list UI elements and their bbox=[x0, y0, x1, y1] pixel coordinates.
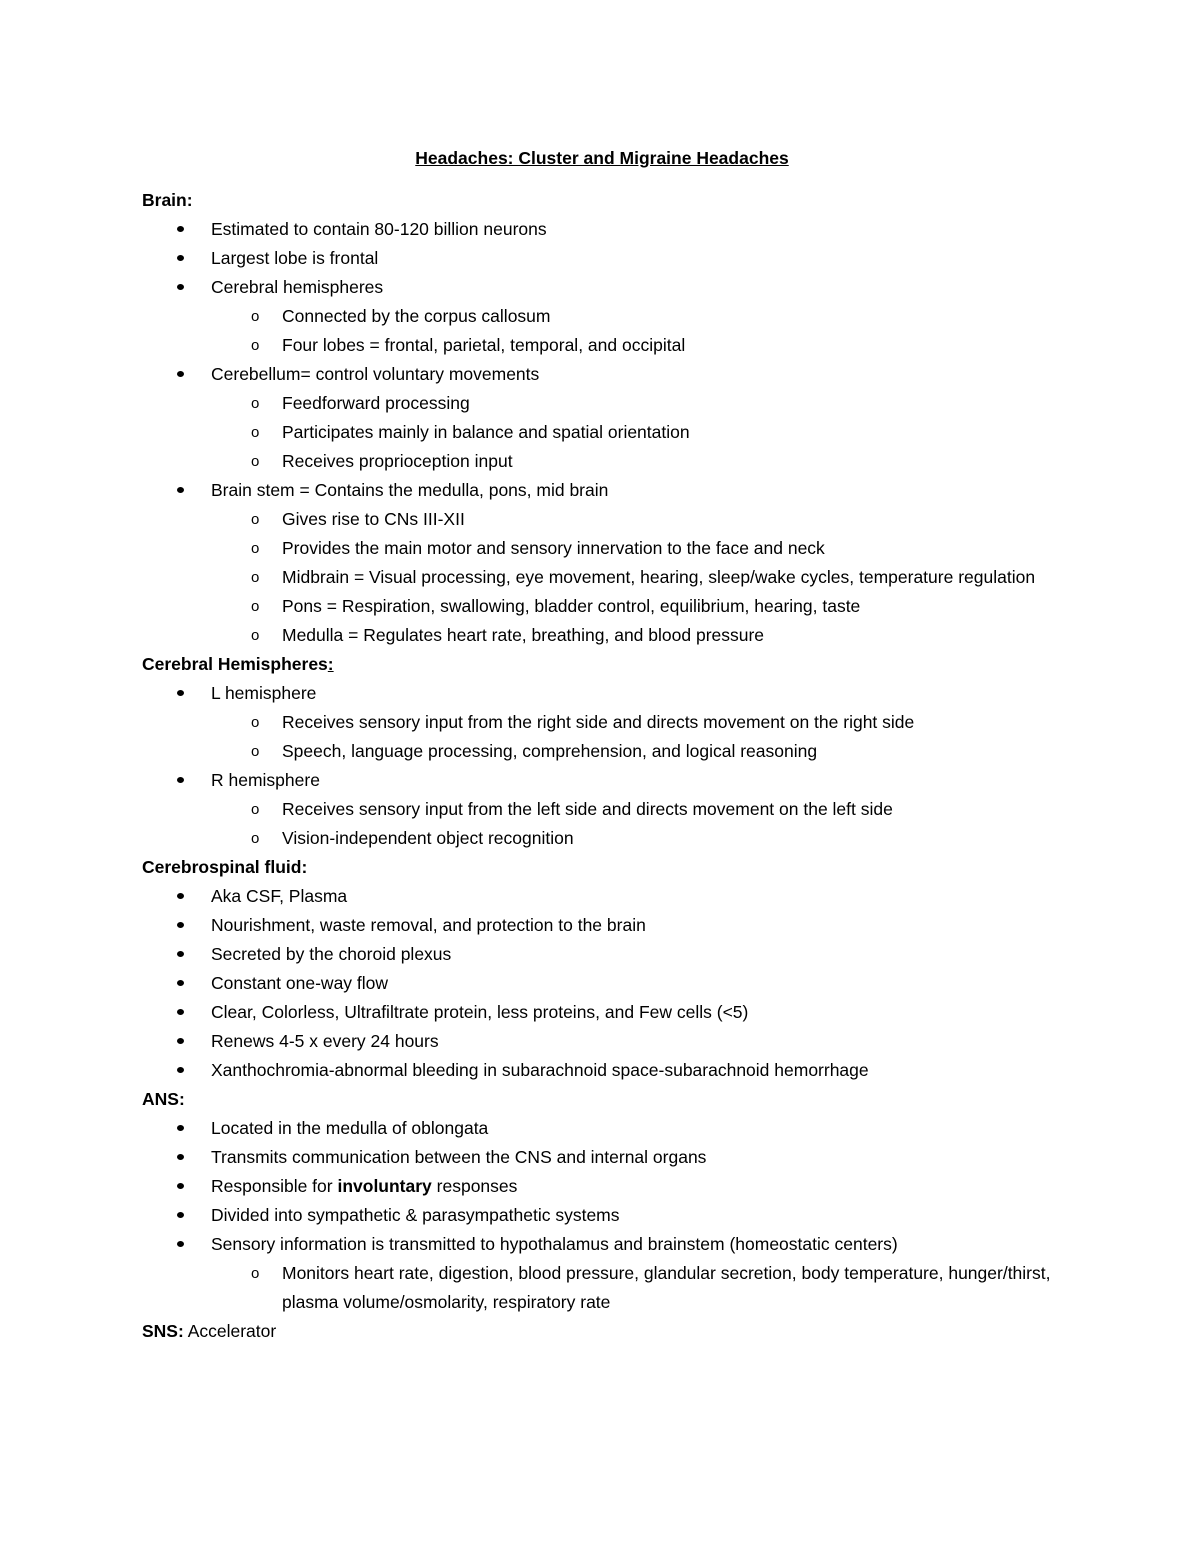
sub-list-item: o Medulla = Regulates heart rate, breathing, and blood pressure bbox=[142, 621, 1062, 650]
list-item: L hemisphere bbox=[142, 679, 1062, 708]
heading-colon: : bbox=[327, 654, 334, 674]
sub-list-item: o Receives sensory input from the right side and directs movement on the right side bbox=[142, 708, 1062, 737]
list-item: Clear, Colorless, Ultrafiltrate protein, less proteins, and Few cells (<5) bbox=[142, 998, 1062, 1027]
list-item: Renews 4-5 x every 24 hours bbox=[142, 1027, 1062, 1056]
list-item: Largest lobe is frontal bbox=[142, 244, 1062, 273]
document-title: Headaches: Cluster and Migraine Headaches bbox=[415, 148, 789, 168]
sub-list-item: o Provides the main motor and sensory innervation to the face and neck bbox=[142, 534, 1062, 563]
sub-list-item: o Feedforward processing bbox=[142, 389, 1062, 418]
list-item bbox=[142, 1172, 1062, 1201]
sub-list-item: o Speech, language processing, comprehension, and logical reasoning bbox=[142, 737, 1062, 766]
csf-list bbox=[142, 882, 1062, 1085]
heading-text: ANS: bbox=[142, 1089, 185, 1109]
text-run: responses bbox=[431, 1176, 518, 1196]
section-heading-sns bbox=[142, 1317, 1062, 1346]
list-item: Nourishment, waste removal, and protection to the brain bbox=[142, 911, 1062, 940]
bold-text-run: involuntary bbox=[337, 1176, 432, 1196]
sub-list-item: o Four lobes = frontal, parietal, temporal, and occipital bbox=[142, 331, 1062, 360]
sub-list-item: o Connected by the corpus callosum bbox=[142, 302, 1062, 331]
sub-list-item: o Receives proprioception input bbox=[142, 447, 1062, 476]
brain-list bbox=[142, 215, 1062, 650]
sub-list-item: o Gives rise to CNs III-XII bbox=[142, 505, 1062, 534]
section-heading-brain bbox=[142, 186, 1062, 215]
list-item: Transmits communication between the CNS and internal organs bbox=[142, 1143, 1062, 1172]
section-heading-csf bbox=[142, 853, 1062, 882]
list-item: Estimated to contain 80-120 billion neurons bbox=[142, 215, 1062, 244]
ans-list bbox=[142, 1114, 1062, 1317]
sub-list-item: o Receives sensory input from the left side and directs movement on the left side bbox=[142, 795, 1062, 824]
list-item: Cerebral hemispheres bbox=[142, 273, 1062, 302]
section-heading-hemispheres bbox=[142, 650, 1062, 679]
list-item: Divided into sympathetic & parasympathetic systems bbox=[142, 1201, 1062, 1230]
sub-list-item: o Participates mainly in balance and spatial orientation bbox=[142, 418, 1062, 447]
sub-list-item: o Monitors heart rate, digestion, blood pressure, glandular secretion, body temperature, hunger/thirst, plasma volume/osmolarity, respiratory rate bbox=[142, 1259, 1062, 1317]
list-item: Cerebellum= control voluntary movements bbox=[142, 360, 1062, 389]
sub-list-item: o Midbrain = Visual processing, eye movement, hearing, sleep/wake cycles, temperature regulation bbox=[142, 563, 1062, 592]
heading-text: Cerebrospinal fluid: bbox=[142, 857, 308, 877]
heading-text: Brain: bbox=[142, 190, 193, 210]
heading-text: Cerebral Hemispheres bbox=[142, 654, 328, 674]
text-run: Responsible for bbox=[211, 1176, 338, 1196]
list-item: Located in the medulla of oblongata bbox=[142, 1114, 1062, 1143]
heading-inline-text: Accelerator bbox=[183, 1321, 277, 1341]
sub-list-item: o Vision-independent object recognition bbox=[142, 824, 1062, 853]
list-item: Aka CSF, Plasma bbox=[142, 882, 1062, 911]
heading-text: SNS: bbox=[142, 1321, 184, 1341]
list-item: R hemisphere bbox=[142, 766, 1062, 795]
list-item: Constant one-way flow bbox=[142, 969, 1062, 998]
document-content bbox=[142, 142, 1062, 1346]
list-item: Xanthochromia-abnormal bleeding in subarachnoid space-subarachnoid hemorrhage bbox=[142, 1056, 1062, 1085]
sub-list-item: o Pons = Respiration, swallowing, bladder control, equilibrium, hearing, taste bbox=[142, 592, 1062, 621]
section-heading-ans bbox=[142, 1085, 1062, 1114]
list-item: Sensory information is transmitted to hypothalamus and brainstem (homeostatic centers) bbox=[142, 1230, 1062, 1259]
list-item: Secreted by the choroid plexus bbox=[142, 940, 1062, 969]
hemispheres-list bbox=[142, 679, 1062, 853]
list-item: Brain stem = Contains the medulla, pons, mid brain bbox=[142, 476, 1062, 505]
